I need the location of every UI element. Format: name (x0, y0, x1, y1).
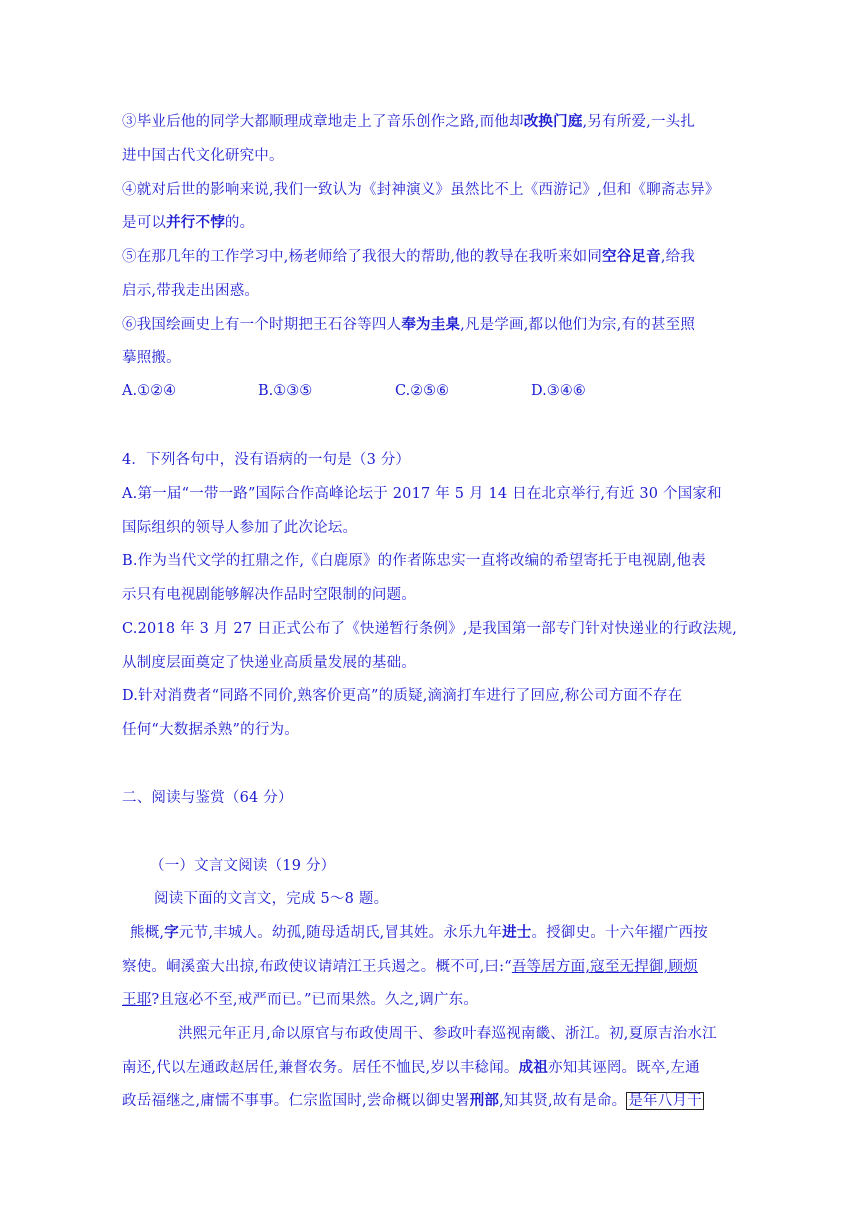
q3-item4-idiom: 并行不悖 (166, 214, 225, 231)
subsection-heading: （一）文言文阅读（19 分） (150, 858, 336, 874)
q4-option-c-line2: 从制度层面奠定了快递业高质量发展的基础。 (122, 655, 416, 671)
q3-item4-text: 是可以 (122, 215, 167, 231)
q4-option-b-line1: B.作为当代文学的扛鼎之作,《白鹿原》的作者陈忠实一直将改编的希望寄托于电视剧,他表 (122, 553, 706, 569)
q3-item5-text-end: ,给我 (660, 249, 696, 265)
passage-term-zi: 字 (164, 924, 179, 941)
q3-item6-text-end: ,凡是学画,都以他们为宗,有的甚至照 (460, 317, 696, 333)
q4-stem: 4．下列各句中，没有语病的一句是（3 分） (122, 452, 411, 468)
passage-p2-line3 (122, 1091, 704, 1111)
q3-item5-idiom: 空谷足音 (602, 248, 661, 265)
reading-instruction: 阅读下面的文言文，完成 5～8 题。 (154, 891, 389, 907)
passage-underlined-sentence: 吾等居方面,寇至无捍御,顾烦 (511, 959, 698, 975)
q4-option-a-line1: A.第一届“一带一路”国际合作高峰论坛于 2017 年 5 月 14 日在北京举行,有近 30 个国家和 (122, 486, 722, 502)
passage-term-chengzu: 成祖 (518, 1059, 549, 1076)
q3-item4-text-end: 的。 (224, 215, 255, 231)
passage-text: 元节,丰城人。幼孤,随母适胡氏,冒其姓。永乐九年 (178, 925, 503, 941)
passage-p2-line1: 洪熙元年正月,命以原官与布政使周干、参政叶春巡视南畿、浙江。初,夏原吉治水江 (178, 1026, 717, 1042)
q3-option-a: A.①②④ (122, 383, 177, 399)
passage-text: 熊概, (130, 925, 165, 941)
q3-item6-idiom: 奉为圭臬 (401, 316, 461, 333)
q3-item5-line2: 启示,带我走出困惑。 (122, 283, 260, 299)
passage-term-jinshi: 进士 (502, 924, 532, 941)
passage-term-xingbu: 刑部 (469, 1092, 500, 1109)
passage-text: 。授御史。十六年擢广西按 (531, 925, 708, 941)
passage-text: ,知其贤,故有是命。 (499, 1093, 627, 1109)
passage-p1-line3 (122, 990, 478, 1010)
q3-item3-line1 (122, 112, 695, 132)
section-heading: 二、阅读与鉴赏（64 分） (122, 790, 293, 806)
q3-item6-line1 (122, 315, 695, 335)
passage-text: 亦知其诬罔。既卒,左通 (548, 1060, 700, 1076)
q3-option-b: B.①③⑤ (258, 383, 313, 399)
q3-item4-line2 (122, 213, 254, 233)
q3-item5-line1 (122, 247, 695, 267)
q3-item6-line2: 摹照搬。 (122, 350, 181, 366)
passage-text: ?且寇必不至,戒严而已。”已而果然。久之,调广东。 (151, 992, 479, 1008)
passage-boxed-text: 是年八月干 (628, 1093, 702, 1109)
passage-text: 察使。峒溪蛮大出掠,布政使议请靖江王兵遏之。概不可,曰:“ (122, 959, 512, 975)
passage-underlined-sentence-end: 王耶 (122, 992, 152, 1008)
q3-item3-line2: 进中国古代文化研究中。 (122, 148, 284, 164)
q4-option-c-line1: C.2018 年 3 月 27 日正式公布了《快递暂行条例》,是我国第一部专门针对快递业的行政法规, (122, 621, 738, 637)
q4-option-b-line2: 示只有电视剧能够解决作品时空限制的问题。 (122, 587, 416, 603)
q4-option-d-line1: D.针对消费者“同路不同价,熟客价更高”的质疑,滴滴打车进行了回应,称公司方面不存在 (122, 688, 683, 704)
q3-item6-text: ⑥我国绘画史上有一个时期把王石谷等四人 (122, 317, 402, 333)
q3-option-c: C.②⑤⑥ (395, 383, 450, 399)
q3-option-d: D.③④⑥ (531, 383, 586, 399)
q4-option-d-line2: 任何“大数据杀熟”的行为。 (122, 722, 299, 738)
passage-p2-line2 (122, 1058, 700, 1078)
q3-item3-text: ③毕业后他的同学大都顺理成章地走上了音乐创作之路,而他却 (122, 114, 524, 130)
q3-item4-line1: ④就对后世的影响来说,我们一致认为《封神演义》虽然比不上《西游记》,但和《聊斋志异》 (122, 182, 720, 198)
passage-p1-line2 (122, 957, 698, 977)
q4-option-a-line2: 国际组织的领导人参加了此次论坛。 (122, 520, 358, 536)
passage-text: 南还,代以左通政赵居任,兼督农务。居任不恤民,岁以丰稔闻。 (122, 1060, 519, 1076)
q3-item5-text: ⑤在那几年的工作学习中,杨老师给了我很大的帮助,他的教导在我听来如同 (122, 249, 603, 265)
passage-text: 政岳福继之,庸懦不事事。仁宗监国时,尝命概以御史署 (122, 1093, 470, 1109)
q3-item3-text-end: ,另有所爱,一头扎 (582, 114, 696, 130)
passage-p1-line1 (130, 923, 708, 943)
q3-item3-idiom: 改换门庭 (523, 113, 583, 130)
